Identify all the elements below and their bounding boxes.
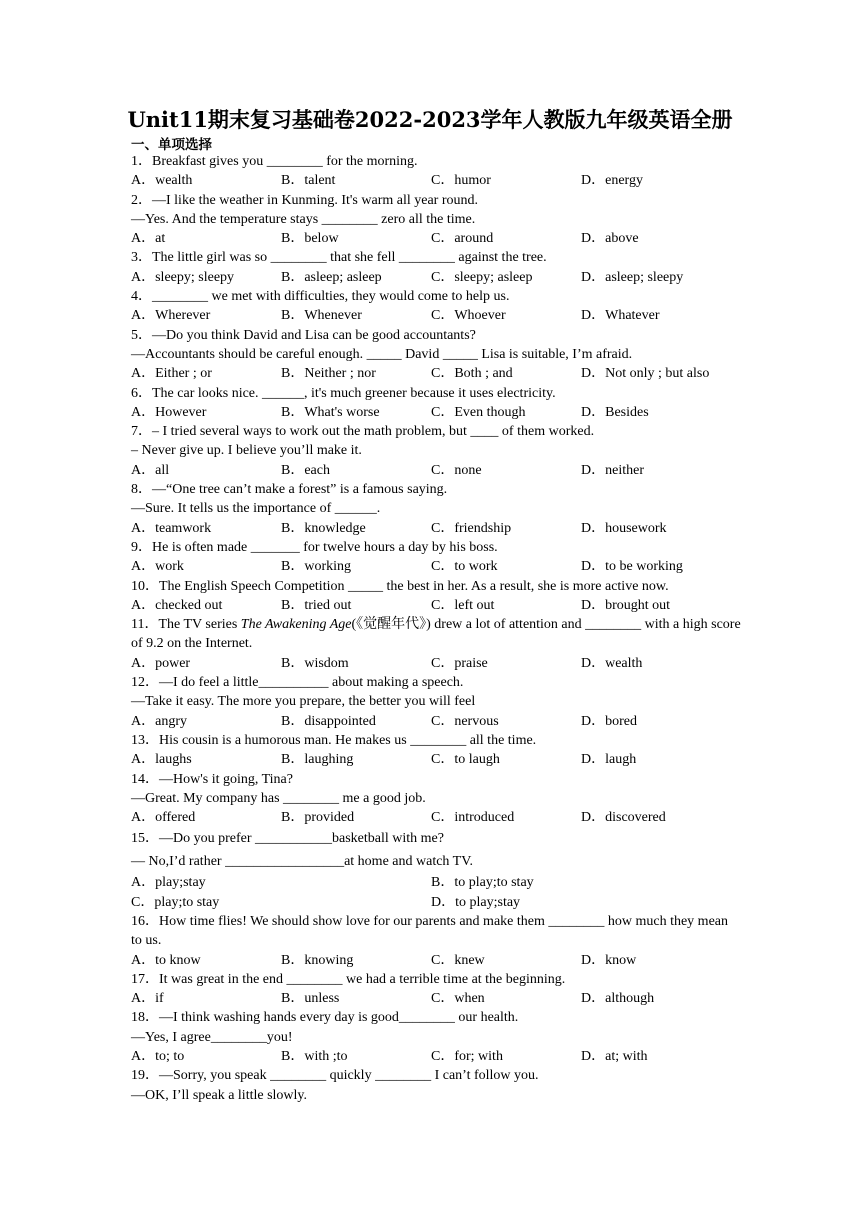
option-c: C．praise	[431, 655, 488, 671]
option-a: A．if	[131, 991, 164, 1007]
option-b: B．tried out	[281, 597, 352, 613]
option-b: B．knowing	[281, 952, 354, 968]
option-d: D．to be working	[581, 559, 683, 575]
question-8	[131, 480, 741, 538]
question-stem-reply: —Great. My company has ________ me a good job.	[131, 790, 426, 806]
option-a: A．play;stay	[131, 875, 206, 891]
question-stem-reply: —Yes, I agree________you!	[131, 1029, 293, 1045]
question-stem-reply: —Sure. It tells us the importance of ______.	[131, 501, 381, 517]
option-c: C．knew	[431, 952, 485, 968]
option-a: A．angry	[131, 713, 187, 729]
option-d: D．above	[581, 231, 639, 247]
option-b: B．to play;to stay	[431, 875, 534, 891]
option-c: C．play;to stay	[131, 894, 220, 910]
option-b: B．What's worse	[281, 404, 380, 420]
question-4	[131, 287, 741, 326]
option-a: A．Wherever	[131, 308, 211, 324]
question-stem-reply: —Accountants should be careful enough. _____ David _____ Lisa is suitable, I’m afraid.	[131, 346, 633, 362]
option-d: D．wealth	[581, 655, 643, 671]
option-a: A．to; to	[131, 1049, 185, 1065]
option-a: A．power	[131, 655, 191, 671]
option-c: C．nervous	[431, 713, 499, 729]
question-12	[131, 673, 741, 731]
question-10	[131, 577, 741, 616]
stem-prefix: 11．The TV series	[131, 617, 241, 633]
option-c: C．Whoever	[431, 308, 506, 324]
option-b: B．wisdom	[281, 655, 349, 671]
options-row	[131, 557, 741, 576]
options-row	[131, 171, 741, 190]
question-13	[131, 731, 741, 770]
options-row	[131, 989, 741, 1008]
question-5	[131, 326, 741, 384]
question-stem: 8．—“One tree can’t make a forest” is a famous saying.	[131, 482, 448, 498]
options-row	[131, 596, 741, 615]
option-d: D．bored	[581, 713, 637, 729]
question-stem-reply: —OK, I’ll speak a little slowly.	[131, 1087, 308, 1103]
option-a: A．Either ; or	[131, 366, 212, 382]
question-stem: 15．—Do you prefer ___________basketball with me?	[131, 831, 444, 847]
question-stem-reply: —Take it easy. The more you prepare, the better you will feel	[131, 694, 476, 710]
option-a: A．all	[131, 462, 170, 478]
option-b: B．unless	[281, 991, 340, 1007]
question-stem: 17．It was great in the end ________ we had a terrible time at the beginning.	[131, 971, 566, 987]
option-d: D．although	[581, 991, 655, 1007]
option-c: C．Both ; and	[431, 366, 513, 382]
question-stem: 12．—I do feel a little__________ about making a speech.	[131, 675, 464, 691]
options-row	[131, 306, 741, 325]
option-d: D．Besides	[581, 404, 649, 420]
question-stem: 6．The car looks nice. ______, it's much greener because it uses electricity.	[131, 385, 556, 401]
question-9	[131, 538, 741, 577]
option-d: D．know	[581, 952, 637, 968]
options-row	[131, 1047, 741, 1066]
option-c: C．to laugh	[431, 752, 500, 768]
section-heading: 一、单项选择	[131, 137, 212, 153]
question-stem-reply: — No,I’d rather _________________at home and watch TV.	[131, 854, 474, 870]
options-row	[131, 519, 741, 538]
question-stem: 4．________ we met with difficulties, they would come to help us.	[131, 289, 510, 305]
option-b: B．laughing	[281, 752, 354, 768]
option-d: D．neither	[581, 462, 644, 478]
option-a: A．checked out	[131, 597, 223, 613]
option-a: A．wealth	[131, 173, 193, 189]
option-a: A．work	[131, 559, 184, 575]
options-row	[131, 654, 741, 673]
option-d: D．brought out	[581, 597, 671, 613]
option-a: A．sleepy; sleepy	[131, 269, 235, 285]
options-row	[131, 808, 741, 827]
option-d: D．discovered	[581, 810, 666, 826]
question-list	[131, 152, 741, 1105]
option-c: C．left out	[431, 597, 495, 613]
option-a: A．laughs	[131, 752, 192, 768]
question-stem: 2．—I like the weather in Kunming. It's warm all year round.	[131, 192, 478, 208]
option-b: B．knowledge	[281, 520, 366, 536]
option-b: B．with ;to	[281, 1049, 348, 1065]
option-c: C．to work	[431, 559, 498, 575]
option-d: D．laugh	[581, 752, 637, 768]
options-row	[131, 403, 741, 422]
question-19	[131, 1066, 741, 1105]
question-stem: 13．His cousin is a humorous man. He makes us ________ all the time.	[131, 732, 537, 748]
question-stem: 19．—Sorry, you speak ________ quickly ________ I can’t follow you.	[131, 1068, 539, 1084]
option-b: B．disappointed	[281, 713, 376, 729]
series-title: The Awakening Age	[240, 617, 352, 633]
option-b: B．working	[281, 559, 351, 575]
question-1	[131, 152, 741, 191]
option-c: C．for; with	[431, 1049, 503, 1065]
question-stem: 14．—How's it going, Tina?	[131, 771, 293, 787]
option-d: D．to play;stay	[431, 894, 521, 910]
question-2	[131, 191, 741, 249]
options-row	[131, 750, 741, 769]
question-16	[131, 912, 741, 970]
option-d: D．Not only ; but also	[581, 366, 710, 382]
option-d: D．housework	[581, 520, 667, 536]
option-b: B．provided	[281, 810, 355, 826]
option-d: D．at; with	[581, 1049, 648, 1065]
question-stem: 3．The little girl was so ________ that she fell ________ against the tree.	[131, 250, 547, 266]
question-stem-reply: – Never give up. I believe you’ll make it.	[131, 443, 362, 459]
option-b: B．talent	[281, 173, 336, 189]
question-6	[131, 384, 741, 423]
option-c: C．humor	[431, 173, 491, 189]
question-stem: 5．—Do you think David and Lisa can be good accountants?	[131, 327, 476, 343]
question-stem: 9．He is often made _______ for twelve hours a day by his boss.	[131, 539, 498, 555]
question-stem: 10．The English Speech Competition _____ the best in her. As a result, she is more active now.	[131, 578, 669, 594]
question-stem: 16．How time flies! We should show love for our parents and make them ________ how much they mean to us.	[131, 913, 728, 949]
options-row	[131, 364, 741, 383]
option-c: C．friendship	[431, 520, 512, 536]
option-c: C．Even though	[431, 404, 526, 420]
question-3	[131, 248, 741, 287]
options-row	[131, 873, 741, 892]
options-row	[131, 268, 741, 287]
option-b: B．each	[281, 462, 330, 478]
option-c: C．none	[431, 462, 482, 478]
page-title: Unit11期末复习基础卷2022-2023学年人教版九年级英语全册	[127, 107, 733, 132]
option-d: D．asleep; sleepy	[581, 269, 684, 285]
option-d: D．energy	[581, 173, 643, 189]
question-stem: 1．Breakfast gives you ________ for the morning.	[131, 154, 418, 169]
option-a: A．teamwork	[131, 520, 212, 536]
options-row	[131, 712, 741, 731]
option-a: A．at	[131, 231, 166, 247]
option-b: B．Neither ; nor	[281, 366, 376, 382]
question-stem: 18．—I think washing hands every day is good________ our health.	[131, 1010, 519, 1026]
option-d: D．Whatever	[581, 308, 660, 324]
question-stem: 7．– I tried several ways to work out the math problem, but ____ of them worked.	[131, 424, 595, 440]
question-stem	[131, 615, 741, 654]
question-15	[131, 827, 741, 912]
option-c: C．around	[431, 231, 494, 247]
question-stem-reply: —Yes. And the temperature stays ________ zero all the time.	[131, 211, 476, 227]
options-row	[131, 893, 741, 912]
option-a: A．However	[131, 404, 207, 420]
option-c: C．sleepy; asleep	[431, 269, 533, 285]
stem-suffix: (《觉醒年代》) drew a lot of attention and ________ with a high score of 9.2 on the Internet.	[131, 617, 741, 652]
options-row	[131, 229, 741, 248]
question-11	[131, 615, 741, 673]
option-b: B．asleep; asleep	[281, 269, 382, 285]
question-14	[131, 770, 741, 828]
question-7	[131, 422, 741, 480]
options-row	[131, 461, 741, 480]
options-row	[131, 951, 741, 970]
option-a: A．to know	[131, 952, 201, 968]
option-b: B．below	[281, 231, 339, 247]
option-a: A．offered	[131, 810, 196, 826]
option-c: C．introduced	[431, 810, 515, 826]
option-c: C．when	[431, 991, 485, 1007]
question-17	[131, 970, 741, 1009]
question-18	[131, 1008, 741, 1066]
option-b: B．Whenever	[281, 308, 362, 324]
